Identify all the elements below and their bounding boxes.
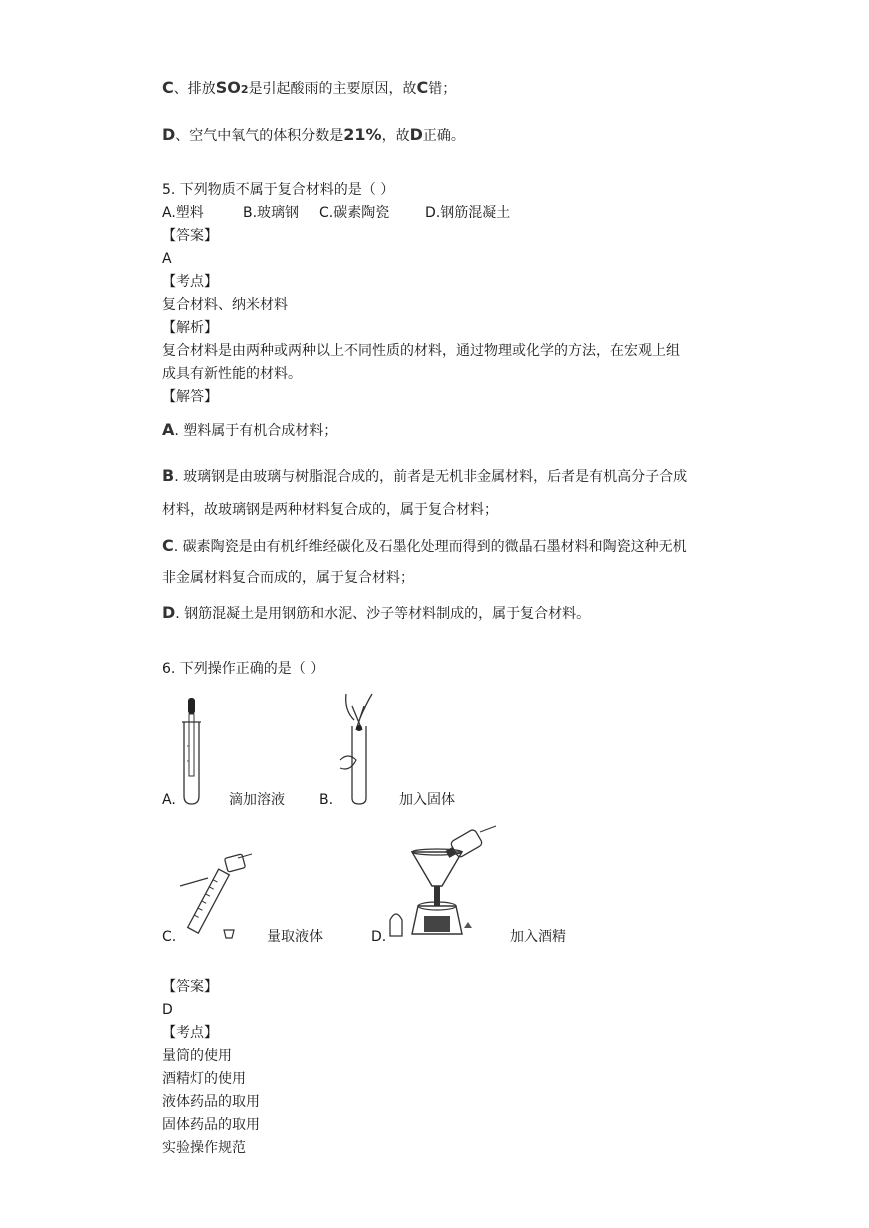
q6-option-d-label: D. [371, 929, 387, 945]
q6-option-c-label: C. [162, 929, 177, 945]
q5-jieda-d: D. 钢筋混凝土是用钢筋和水泥、沙子等材料制成的，属于复合材料。 [162, 603, 591, 622]
q6-option-d-text: 加入酒精 [510, 929, 566, 945]
q5-jieda-b-line-1: B. 玻璃钢是由玻璃与树脂混合成的，前者是无机非金属材料，后者是有机高分子合成 [162, 466, 688, 485]
q5-kaodian-heading: 【考点】 [162, 274, 218, 290]
q6-answer: D [162, 1002, 173, 1018]
q5-answer: A [162, 251, 172, 267]
dropper-in-test-tube-figure [176, 696, 210, 808]
q6-kaodian-item: 量筒的使用 [162, 1048, 232, 1064]
q5-kaodian: 复合材料、纳米材料 [162, 297, 288, 313]
prev-option-d: D、空气中氧气的体积分数是21%，故D正确。 [162, 125, 465, 144]
q5-jieda-b-line-2: 材料，故玻璃钢是两种材料复合成的，属于复合材料； [162, 502, 498, 518]
q6-kaodian-item: 实验操作规范 [162, 1140, 246, 1156]
q5-stem: 5. 下列物质不属于复合材料的是（ ） [162, 182, 395, 198]
q6-stem: 6. 下列操作正确的是（ ） [162, 661, 325, 677]
alcohol-lamp-funnel-figure [384, 824, 500, 942]
q5-jieda-c-line-2: 非金属材料复合而成的，属于复合材料； [162, 570, 414, 586]
q6-option-a-label: A. [162, 792, 176, 808]
q5-jiexi-line-2: 成具有新性能的材料。 [162, 366, 302, 382]
q6-option-b-text: 加入固体 [399, 792, 455, 808]
q5-option-a: A.塑料 [162, 205, 204, 221]
q5-answer-heading: 【答案】 [162, 228, 218, 244]
q6-option-c-text: 量取液体 [267, 929, 323, 945]
q5-jieda-a: A. 塑料属于有机合成材料； [162, 420, 338, 439]
graduated-cylinder-figure [178, 852, 260, 944]
q5-option-d: D.钢筋混凝土 [425, 205, 511, 221]
q5-option-c: C.碳素陶瓷 [319, 205, 390, 221]
q6-kaodian-item: 酒精灯的使用 [162, 1071, 246, 1087]
q6-answer-heading: 【答案】 [162, 979, 218, 995]
q5-jiexi-line-1: 复合材料是由两种或两种以上不同性质的材料，通过物理或化学的方法，在宏观上组 [162, 343, 680, 359]
q5-jiexi-heading: 【解析】 [162, 320, 218, 336]
q6-kaodian-heading: 【考点】 [162, 1025, 218, 1041]
prev-option-c: C、排放SO2是引起酸雨的主要原因，故C错； [162, 78, 457, 97]
tweezers-solid-figure [334, 690, 384, 806]
q5-option-b: B.玻璃钢 [243, 205, 300, 221]
q5-jieda-c-line-1: C. 碳素陶瓷是由有机纤维经碳化及石墨化处理而得到的微晶石墨材料和陶瓷这种无机 [162, 536, 687, 555]
q6-option-a-text: 滴加溶液 [229, 792, 285, 808]
q6-kaodian-item: 固体药品的取用 [162, 1117, 260, 1133]
q6-option-b-label: B. [319, 792, 334, 808]
q6-kaodian-item: 液体药品的取用 [162, 1094, 260, 1110]
q5-jieda-heading: 【解答】 [162, 389, 218, 405]
